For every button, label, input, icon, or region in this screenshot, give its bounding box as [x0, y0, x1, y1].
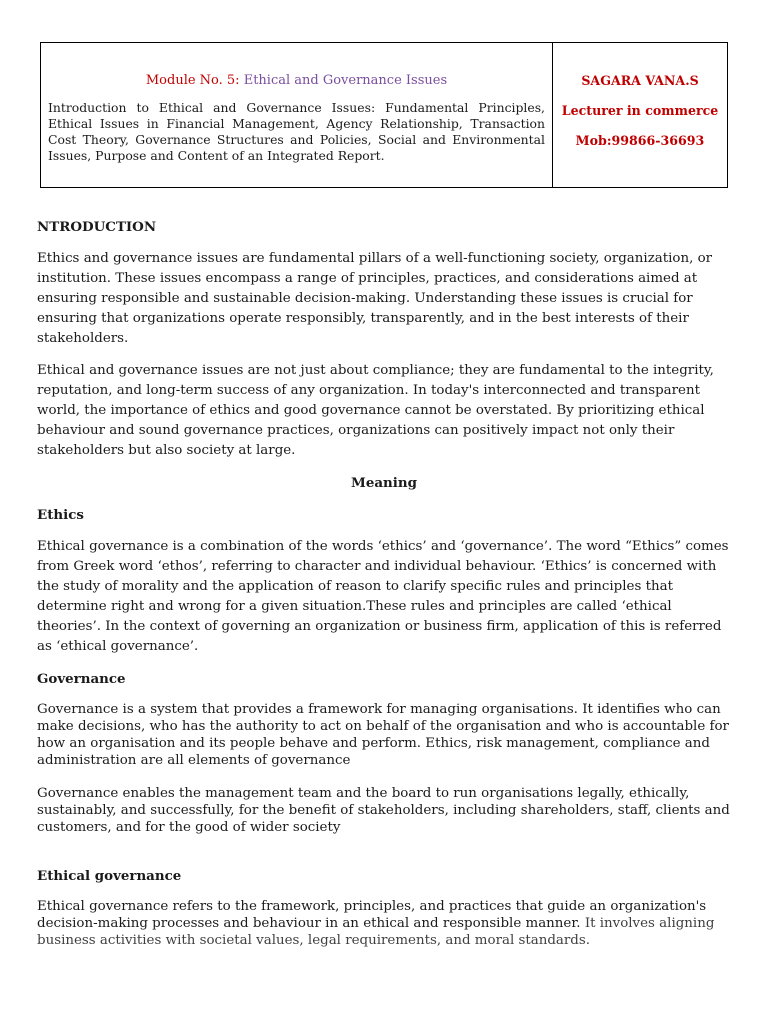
governance-heading: Governance: [37, 671, 126, 687]
module-header-table: [40, 42, 728, 188]
ethics-paragraph: Ethical governance is a combination of the words ‘ethics’ and ‘governance’. The word “Ethics” comes from Greek word ‘ethos’, referring to character and individual behaviour. ‘Ethics’ is concerned with the study of morality and the application of reason to clarify specific rules and principles that determine right and wrong for a given situation.These rules and principles are called ‘ethical theories’. In the context of governing an organization or business firm, application of this is referred as ‘ethical governance’.: [37, 539, 729, 654]
module-title: Ethical and Governance Issues: [243, 73, 448, 88]
introduction-heading: NTRODUCTION: [37, 219, 157, 235]
module-number: Module No. 5:: [145, 73, 244, 88]
introduction-paragraph-1: Ethics and governance issues are fundamental pillars of a well-functioning society, organization, or institution. These issues encompass a range of principles, practices, and considerations aimed at ensuring responsible and sustainable decision-making. Understanding these issues is crucial for ensuring that organizations operate responsibly, transparently, and in the best interests of their stakeholders.: [37, 251, 713, 346]
ethical-governance-text-tail: It involves aligning business activities with societal values, legal requirements, and moral standards.: [37, 916, 715, 948]
ethical-governance-heading: Ethical governance: [37, 868, 182, 884]
ethical-governance-text: Ethical governance refers to the framework, principles, and practices that guide an organization's decision-making processes and behaviour in an ethical and responsible manner.: [37, 899, 707, 931]
author-role: Lecturer in commerce: [561, 103, 719, 118]
ethical-governance-paragraph: [37, 898, 731, 949]
author-info-cell: [553, 43, 727, 187]
introduction-paragraph-2: Ethical and governance issues are not just about compliance; they are fundamental to the integrity, reputation, and long-term success of any organization. In today's interconnected and transparent world, the importance of ethics and good governance cannot be overstated. By prioritizing ethical behaviour and sound governance practices, organizations can positively impact not only their stakeholders but also society at large.: [37, 363, 714, 458]
author-name: SAGARA VANA.S: [581, 73, 699, 88]
meaning-heading: Meaning: [351, 475, 417, 491]
governance-paragraph-1: Governance is a system that provides a framework for managing organisations. It identifies who can make decisions, who has the authority to act on behalf of the organisation and who is accountable for how an organisation and its people behave and perform. Ethics, risk management, compliance and administration are all elements of governance: [37, 702, 729, 768]
module-description: Introduction to Ethical and Governance Issues: Fundamental Principles, Ethical Issues in Financial Management, Agency Relationship, Transaction Cost Theory, Governance Structures and Policies, Social and Environmental Issues, Purpose and Content of an Integrated Report.: [48, 100, 545, 163]
governance-paragraph-2: Governance enables the management team and the board to run organisations legally, ethically, sustainably, and successfully, for the benefit of stakeholders, including shareholders, staff, clients and customers, and for the good of wider society: [37, 786, 730, 835]
module-info-cell: [41, 43, 553, 187]
ethics-heading: Ethics: [37, 507, 84, 523]
author-mobile: Mob:99866-36693: [575, 133, 705, 148]
module-title-line: [48, 73, 545, 89]
document-body: [37, 217, 731, 961]
